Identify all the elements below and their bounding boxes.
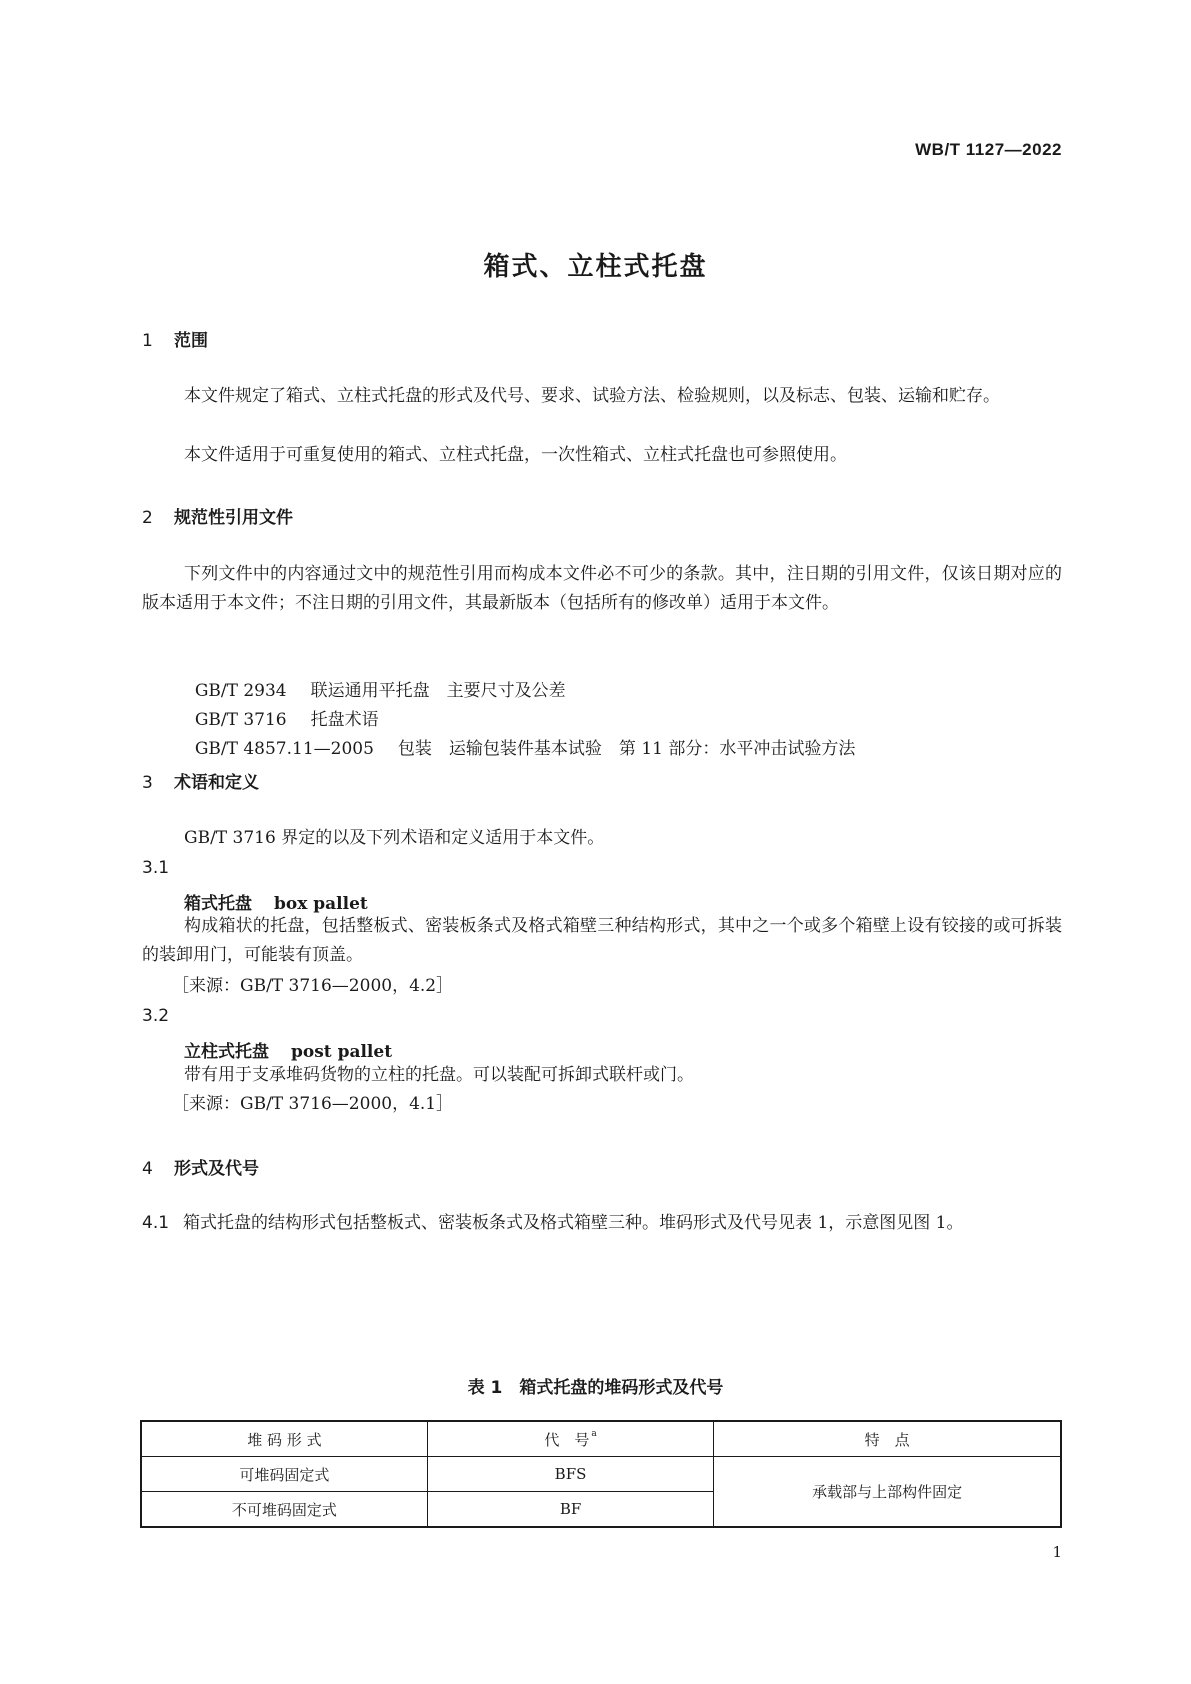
clause-4-1: [142, 1209, 1062, 1238]
table-row: [141, 1457, 1061, 1492]
table-caption: 表 1 箱式托盘的堆码形式及代号: [467, 1378, 724, 1398]
references-intro: 下列文件中的内容通过文中的规范性引用而构成本文件必不可少的条款。其中，注日期的引用文件，仅该日期对应的版本适用于本文件；不注日期的引用文件，其最新版本（包括所有的修改单）适用于本文件。: [142, 564, 1062, 613]
section-4-heading: [142, 1154, 259, 1179]
clause-text: 箱式托盘的结构形式包括整板式、密装板条式及格式箱壁三种。堆码形式及代号见表 1，示意图见图 1。: [183, 1213, 964, 1233]
term-number: 3.2: [142, 1006, 170, 1026]
term-source: ［来源：GB/T 3716—2000，4.1］: [172, 1094, 454, 1114]
section-number: 2: [142, 508, 153, 528]
table-cell-merged: 承载部与上部构件固定: [714, 1457, 1061, 1528]
document-title: 箱式、立柱式托盘: [483, 252, 708, 282]
section-3-heading: [142, 768, 259, 793]
table-header-cell: [427, 1421, 713, 1457]
reference-item: [184, 706, 855, 764]
section-title: 形式及代号: [174, 1159, 259, 1179]
term-definition: 构成箱状的托盘，包括整板式、密装板条式及格式箱壁三种结构形式，其中之一个或多个箱壁上设有铰接的或可拆装的装卸用门，可能装有顶盖。: [142, 916, 1062, 965]
footnote-marker: a: [591, 1428, 597, 1439]
section-number: 3: [142, 773, 153, 793]
term-en: box pallet: [274, 894, 368, 914]
section-title: 规范性引用文件: [174, 508, 293, 528]
reference-title: 托盘术语: [310, 710, 379, 730]
term-source: ［来源：GB/T 3716—2000，4.2］: [172, 976, 454, 996]
scope-paragraph-1: 本文件规定了箱式、立柱式托盘的形式及代号、要求、试验方法、检验规则，以及标志、包装、运输和贮存。: [184, 386, 1000, 406]
terms-intro: GB/T 3716 界定的以及下列术语和定义适用于本文件。: [184, 828, 605, 848]
reference-code: GB/T 2934: [194, 681, 287, 701]
table-header-cell: 特 点: [714, 1421, 1061, 1457]
term-heading: [184, 1037, 392, 1062]
reference-title: 包装 运输包装件基本试验 第 11 部分：水平冲击试验方法: [397, 739, 856, 759]
clause-number: 4.1: [142, 1213, 170, 1233]
section-title: 术语和定义: [174, 773, 259, 793]
term-zh: 立柱式托盘: [184, 1042, 269, 1062]
table-header-row: [141, 1421, 1061, 1457]
table-cell: BF: [427, 1492, 713, 1528]
reference-title: 联运通用平托盘 主要尺寸及公差: [310, 681, 566, 701]
term-zh: 箱式托盘: [184, 894, 252, 914]
table-cell: 不可堆码固定式: [141, 1492, 427, 1528]
section-2-heading: [142, 503, 293, 528]
term-heading: [184, 889, 368, 914]
reference-code: GB/T 3716: [194, 710, 287, 730]
reference-code: GB/T 4857.11—2005: [194, 739, 374, 759]
scope-paragraph-2: 本文件适用于可重复使用的箱式、立柱式托盘，一次性箱式、立柱式托盘也可参照使用。: [184, 445, 847, 465]
table-header-cell: 堆 码 形 式: [141, 1421, 427, 1457]
section-number: 1: [142, 331, 153, 351]
term-en: post pallet: [291, 1042, 393, 1062]
term-definition: 带有用于支承堆码货物的立柱的托盘。可以装配可拆卸式联杆或门。: [184, 1065, 694, 1085]
section-number: 4: [142, 1159, 153, 1179]
standard-code: WB/T 1127—2022: [915, 140, 1062, 159]
header-label: 代 号: [544, 1430, 590, 1449]
term-number: 3.1: [142, 858, 170, 878]
stacking-forms-table: [140, 1420, 1062, 1528]
section-title: 范围: [174, 331, 208, 351]
page-number: 1: [1052, 1543, 1062, 1561]
table-cell: 可堆码固定式: [141, 1457, 427, 1492]
table-cell: BFS: [427, 1457, 713, 1492]
section-1-heading: [142, 326, 208, 351]
